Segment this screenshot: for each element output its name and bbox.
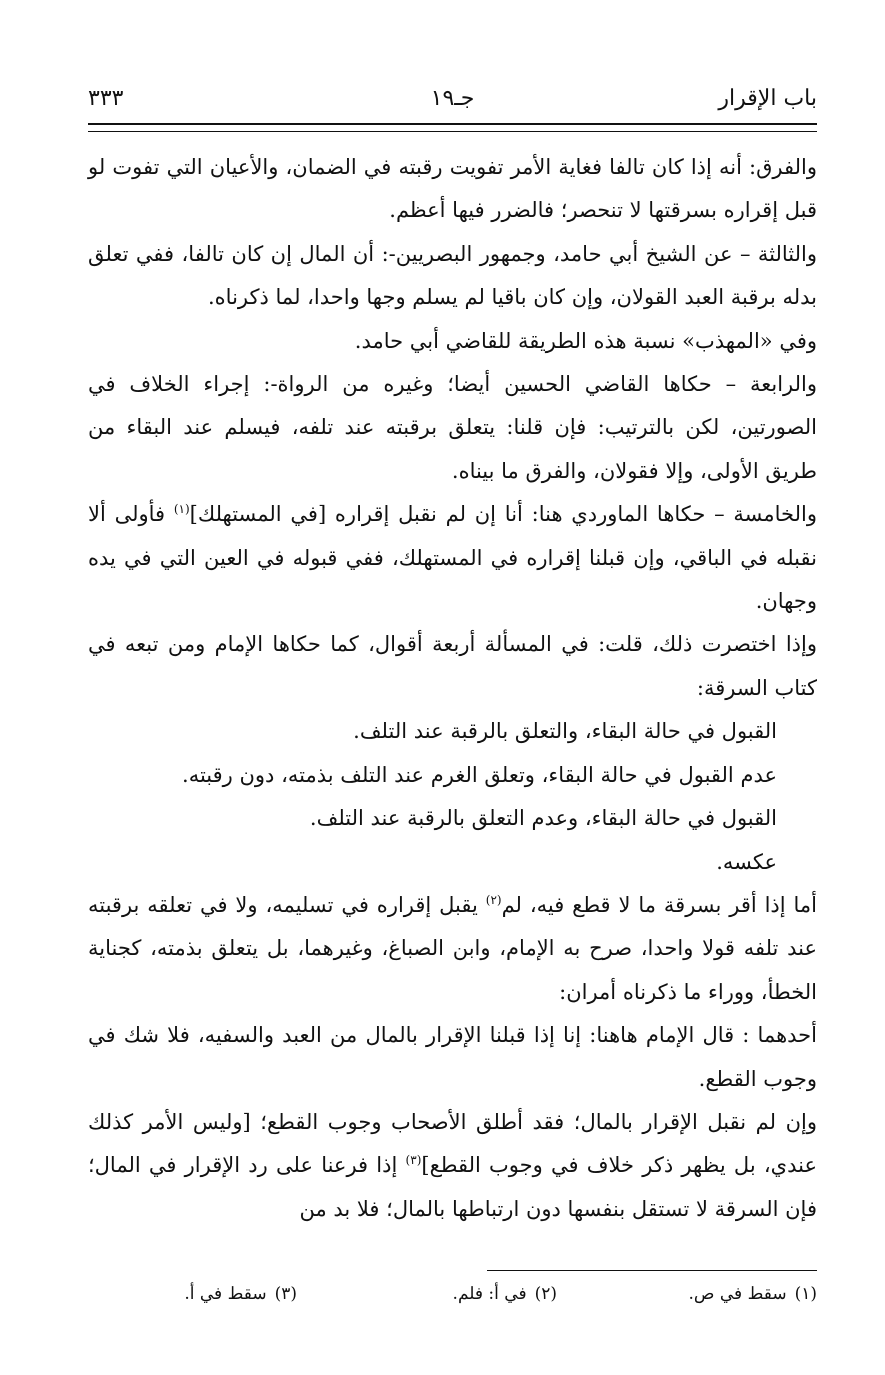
footnote: (١)سقط في ص. [688, 1284, 817, 1304]
footnote-ref: (٢) [485, 892, 502, 907]
paragraph: والرابعة – حكاها القاضي الحسين أيضا؛ وغيره من الرواة-: إجراء الخلاف في الصورتين، لكن بالترتيب: فإن قلنا: يتعلق برقبته عند تلفه، فيسلم عند البقاء من طريق الأولى، وإلا فقولان، والفرق ما بيناه. [88, 372, 817, 483]
paragraph: وإن لم نقبل الإقرار بالمال؛ فقد أطلق الأصحاب وجوب القطع؛ [وليس الأمر كذلك عندي، بل يظهر ذكر خلاف في وجوب القطع]$^{(٣)}$ إذا فرعنا على رد الإقرار في المال؛ فإن السرقة لا تستقل بنفسها دون ارتباطها بالمال؛ فلا بد من [88, 1109, 818, 1221]
list-item: عدم القبول في حالة البقاء، وتعلق الغرم عند التلف بذمته، دون رقبته. [182, 762, 777, 787]
paragraph: وإذا اختصرت ذلك، قلت: في المسألة أربعة أقوال، كما حكاها الإمام ومن تبعه في كتاب السرقة: [88, 632, 817, 700]
document-page [88, 0, 817, 1375]
list-item: القبول في حالة البقاء، وعدم التعلق بالرقبة عند التلف. [309, 806, 777, 831]
footnote-rule [487, 1270, 817, 1271]
footnote: (٣)سقط في أ. [184, 1284, 297, 1304]
footnote-ref: (١) [173, 502, 190, 517]
paragraph: والفرق: أنه إذا كان تالفا فغاية الأمر تفويت رقبته في الضمان، والأعيان التي تفوت لو قبل إقراره بسرقتها لا تنحصر؛ فالضرر فيها أعظم. [88, 155, 817, 223]
paragraph: أما إذا أقر بسرقة ما لا قطع فيه، لم$^{(٢)}$ يقبل إقراره في تسليمه، ولا في تعلقه برقبته عند تلفه قولا واحدا، صرح به الإمام، وابن الصباغ، وغيرهما، بل يتعلق بذمته، كجناية الخطأ، ووراء ما ذكرناه أمران: [88, 892, 817, 1004]
body-text [88, 146, 817, 1231]
footnote-ref: (٣) [405, 1153, 422, 1168]
page-header [88, 86, 817, 122]
footnotes [88, 1284, 817, 1314]
paragraph: والثالثة – عن الشيخ أبي حامد، وجمهور البصريين-: أن المال إن كان تالفا، ففي تعلق بدله برقبة العبد القولان، وإن كان باقيا لم يسلم وجها واحدا، لما ذكرناه. [88, 241, 817, 310]
page-number: ٣٣٣ [88, 86, 124, 111]
paragraph: أحدهما : قال الإمام هاهنا: إنا إذا قبلنا الإقرار بالمال من العبد والسفيه، فلا شك في وجوب القطع. [88, 1023, 817, 1091]
volume-number: جـ١٩ [430, 86, 475, 111]
footnote: (٢)في أ: فلم. [452, 1284, 557, 1304]
chapter-title: باب الإقرار [718, 86, 817, 111]
list-item: القبول في حالة البقاء، والتعلق بالرقبة عند التلف. [353, 719, 777, 744]
header-rule [88, 123, 817, 132]
list-item: عكسه. [716, 849, 777, 874]
paragraph: وفي «المهذب» نسبة هذه الطريقة للقاضي أبي حامد. [354, 328, 817, 353]
paragraph: والخامسة – حكاها الماوردي هنا: أنا إن لم نقبل إقراره [في المستهلك]$^{(١)}$ فأولى ألا نقبله في الباقي، وإن قبلنا إقراره في المستهلك، ففي قبوله في العين التي في يده وجهان. [88, 502, 817, 614]
